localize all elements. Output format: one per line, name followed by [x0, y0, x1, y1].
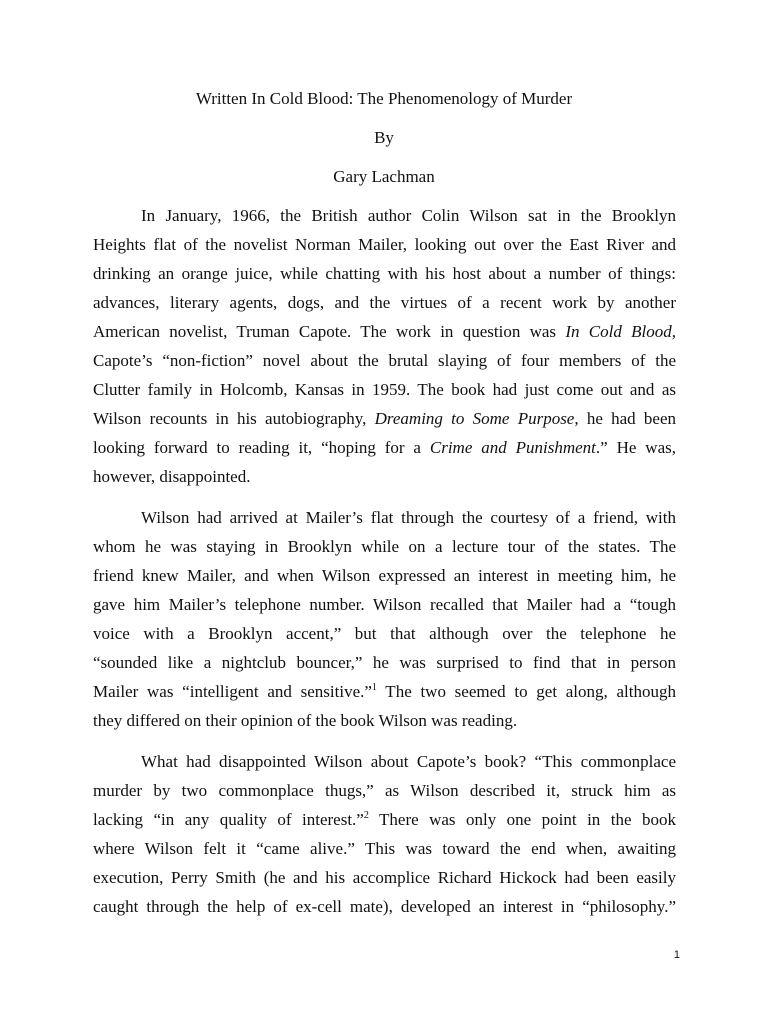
- text-line: gave him Mailer’s telephone number. Wilson recalled that Mailer had a “tough: [93, 595, 676, 614]
- text-line: “sounded like a nightclub bouncer,” he was surprised to find that in person: [93, 653, 676, 672]
- text-run: The two seemed to get along, although: [376, 682, 676, 701]
- text-line: [93, 321, 676, 343]
- text-line: execution, Perry Smith (he and his accomplice Richard Hickock had been easily: [93, 868, 676, 887]
- text-line: friend knew Mailer, and when Wilson expressed an interest in meeting him, he: [93, 566, 676, 585]
- book-title-dreaming: Dreaming to Some Purpose: [374, 409, 575, 428]
- text-line: however, disappointed.: [93, 467, 251, 486]
- book-title-crime: Crime and Punishment: [429, 438, 596, 457]
- text-line: where Wilson felt it “came alive.” This was toward the end when, awaiting: [93, 839, 676, 858]
- text-line: [93, 437, 676, 459]
- text-line: whom he was staying in Brooklyn while on a lecture tour of the states. The: [93, 537, 676, 556]
- page-number: 1: [673, 949, 680, 961]
- text-line: [93, 809, 676, 831]
- text-line: Clutter family in Holcomb, Kansas in 1959. The book had just come out and as: [93, 380, 676, 399]
- text-run: , he had been: [574, 409, 677, 428]
- byline: By: [374, 128, 394, 147]
- text-line: [93, 681, 676, 703]
- text-line: advances, literary agents, dogs, and the virtues of a recent work by another: [93, 293, 676, 312]
- text-line: What had disappointed Wilson about Capote’s book? “This commonplace: [141, 752, 676, 771]
- text-line: drinking an orange juice, while chatting with his host about a number of things:: [93, 264, 676, 283]
- text-run: Wilson recounts in his autobiography,: [93, 409, 375, 428]
- text-run: Mailer was “intelligent and sensitive.”: [93, 682, 372, 701]
- text-line: they differed on their opinion of the book Wilson was reading.: [93, 711, 518, 730]
- text-line: murder by two commonplace thugs,” as Wilson described it, struck him as: [93, 781, 676, 800]
- text-line: Heights flat of the novelist Norman Mailer, looking out over the East River and: [93, 235, 676, 254]
- text-line: In January, 1966, the British author Colin Wilson sat in the Brooklyn: [141, 206, 676, 225]
- text-run: American novelist, Truman Capote. The work in question was: [93, 322, 566, 341]
- text-line: Capote’s “non-fiction” novel about the brutal slaying of four members of the: [93, 351, 676, 370]
- text-run: lacking “in any quality of interest.”: [93, 810, 364, 829]
- book-title-in-cold-blood: In Cold Blood: [565, 322, 672, 341]
- text-line: [93, 408, 676, 430]
- text-run: ,: [671, 322, 676, 341]
- text-run: There was only one point in the book: [368, 810, 676, 829]
- text-run: .” He was,: [595, 438, 676, 457]
- author-name: Gary Lachman: [333, 167, 435, 186]
- text-line: Wilson had arrived at Mailer’s flat through the courtesy of a friend, with: [141, 508, 676, 527]
- text-line: voice with a Brooklyn accent,” but that although over the telephone he: [93, 624, 676, 643]
- footnote-marker: 2: [363, 810, 369, 821]
- document-title: Written In Cold Blood: The Phenomenology of Murder: [195, 89, 573, 108]
- footnote-marker: 1: [371, 682, 377, 693]
- text-run: looking forward to reading it, “hoping for a: [93, 438, 430, 457]
- text-line: caught through the help of ex-cell mate), developed an interest in “philosophy.”: [93, 897, 676, 916]
